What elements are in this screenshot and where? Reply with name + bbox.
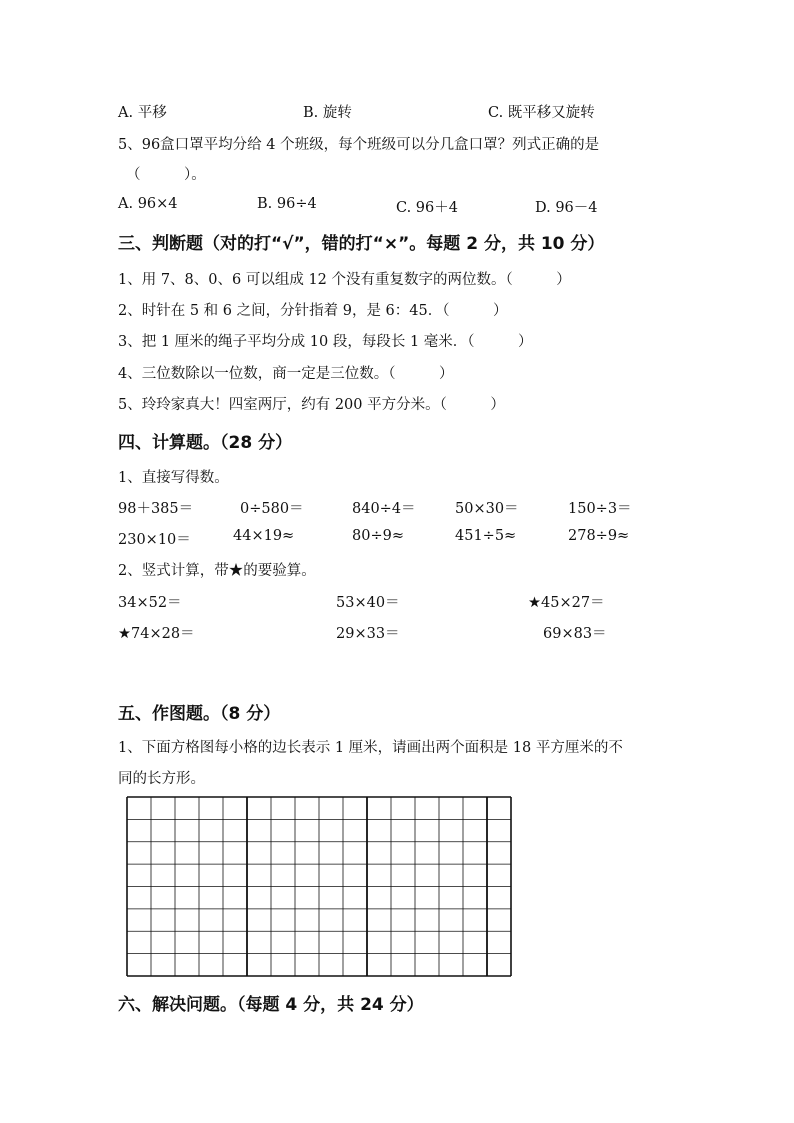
q4-option-c: C. 既平移又旋转	[488, 105, 595, 121]
calc-item: 44×19≈	[233, 528, 295, 544]
calc-item: 230×10＝	[118, 532, 191, 548]
calc-q2-title: 2、竖式计算，带★的要验算。	[118, 563, 316, 579]
drawing-q1-line2: 同的长方形。	[118, 771, 205, 787]
q5-option-a: A. 96×4	[118, 196, 178, 212]
q4-option-a: A. 平移	[118, 105, 167, 121]
vertical-calc-item: 53×40＝	[336, 595, 400, 611]
q5-option-c: C. 96＋4	[396, 200, 458, 216]
q5-option-b: B. 96÷4	[257, 196, 317, 212]
q4-option-b: B. 旋转	[303, 105, 352, 121]
judge-item-1: 1、用 7、8、0、6 可以组成 12 个没有重复数字的两位数。（ ）	[118, 272, 571, 288]
calc-item: 451÷5≈	[455, 528, 517, 544]
vertical-calc-item: ★74×28＝	[118, 626, 195, 642]
calc-item: 840÷4＝	[352, 501, 416, 517]
q5-stem: 5、96盒口罩平均分给 4 个班级，每个班级可以分几盒口罩？列式正确的是	[118, 137, 600, 153]
section3-title: 三、判断题（对的打“√”，错的打“×”。每题 2 分，共 10 分）	[118, 234, 605, 254]
judge-item-4: 4、三位数除以一位数，商一定是三位数。（ ）	[118, 366, 454, 382]
drawing-q1-line1: 1、下面方格图每小格的边长表示 1 厘米，请画出两个面积是 18 平方厘米的不	[118, 740, 623, 756]
vertical-calc-item: 29×33＝	[336, 626, 400, 642]
judge-item-3: 3、把 1 厘米的绳子平均分成 10 段，每段长 1 毫米．（ ）	[118, 334, 533, 350]
vertical-calc-item: 34×52＝	[118, 595, 182, 611]
q5-blank: （ ）。	[126, 167, 206, 183]
vertical-calc-item: ★45×27＝	[528, 595, 605, 611]
section6-title: 六、解决问题。（每题 4 分，共 24 分）	[118, 995, 424, 1015]
calc-item: 150÷3＝	[568, 501, 632, 517]
q5-option-d: D. 96－4	[535, 200, 598, 216]
judge-item-5: 5、玲玲家真大！四室两厅，约有 200 平方分米。（ ）	[118, 397, 505, 413]
calc-item: 80÷9≈	[352, 528, 404, 544]
calc-item: 0÷580＝	[240, 501, 304, 517]
calc-item: 278÷9≈	[568, 528, 630, 544]
calc-item: 98＋385＝	[118, 501, 194, 517]
section4-title: 四、计算题。（28 分）	[118, 433, 293, 453]
square-grid[interactable]	[126, 796, 512, 977]
section5-title: 五、作图题。（8 分）	[118, 704, 281, 724]
calc-item: 50×30＝	[455, 501, 519, 517]
judge-item-2: 2、时针在 5 和 6 之间，分针指着 9，是 6：45．（ ）	[118, 303, 508, 319]
calc-q1-title: 1、直接写得数。	[118, 470, 229, 486]
vertical-calc-item: 69×83＝	[543, 626, 607, 642]
